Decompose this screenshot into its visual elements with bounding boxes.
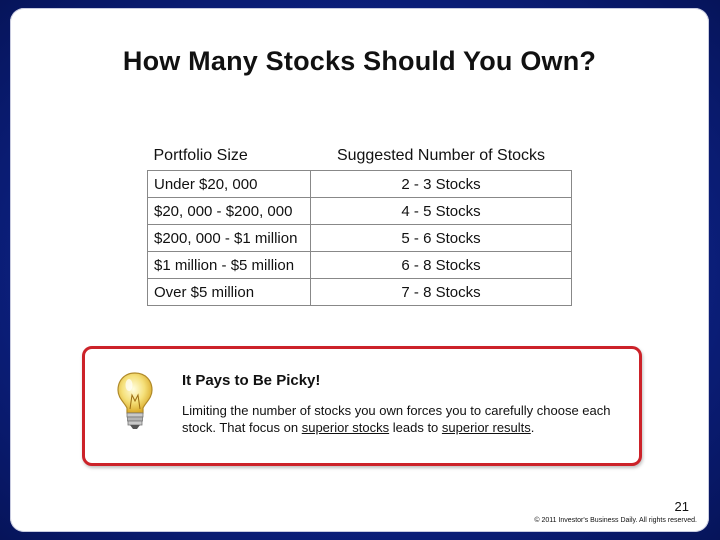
table-row [148,225,572,252]
superior-stocks-link: superior stocks [301,420,390,435]
lightbulb-icon [115,371,155,431]
table-row [148,279,572,306]
header-portfolio-size: Portfolio Size [153,146,248,164]
table-cell-stock-count: 7 - 8 Stocks [311,279,572,306]
callout-text-part: . [530,420,535,435]
callout-title: It Pays to Be Picky! [182,372,321,389]
page-number: 21 [674,499,689,514]
callout-text-part: leads to [389,420,442,435]
table-cell-portfolio-size: Under $20, 000 [148,171,311,198]
table-row [148,252,572,279]
table-header-row [148,141,572,171]
stocks-table [147,141,572,306]
header-suggested-number: Suggested Number of Stocks [336,146,546,164]
tip-callout [82,346,642,466]
table-cell-portfolio-size: Over $5 million [148,279,311,306]
callout-text [182,402,622,436]
table-cell-portfolio-size: $20, 000 - $200, 000 [148,198,311,225]
slide [10,8,709,532]
table-row [148,198,572,225]
table-cell-portfolio-size: $1 million - $5 million [148,252,311,279]
callout-text-part: Limiting the number of stocks you own forces you to carefully choose each stock. That focus on [182,403,611,435]
table-cell-stock-count: 5 - 6 Stocks [311,225,572,252]
table-cell-stock-count: 4 - 5 Stocks [311,198,572,225]
table-row [148,171,572,198]
superior-results-link: superior results [441,420,531,435]
slide-title: How Many Stocks Should You Own? [122,46,597,76]
table-cell-stock-count: 6 - 8 Stocks [311,252,572,279]
table-cell-stock-count: 2 - 3 Stocks [311,171,572,198]
table-cell-portfolio-size: $200, 000 - $1 million [148,225,311,252]
copyright-notice: © 2011 Investor's Business Daily. All rights reserved. [534,517,697,524]
